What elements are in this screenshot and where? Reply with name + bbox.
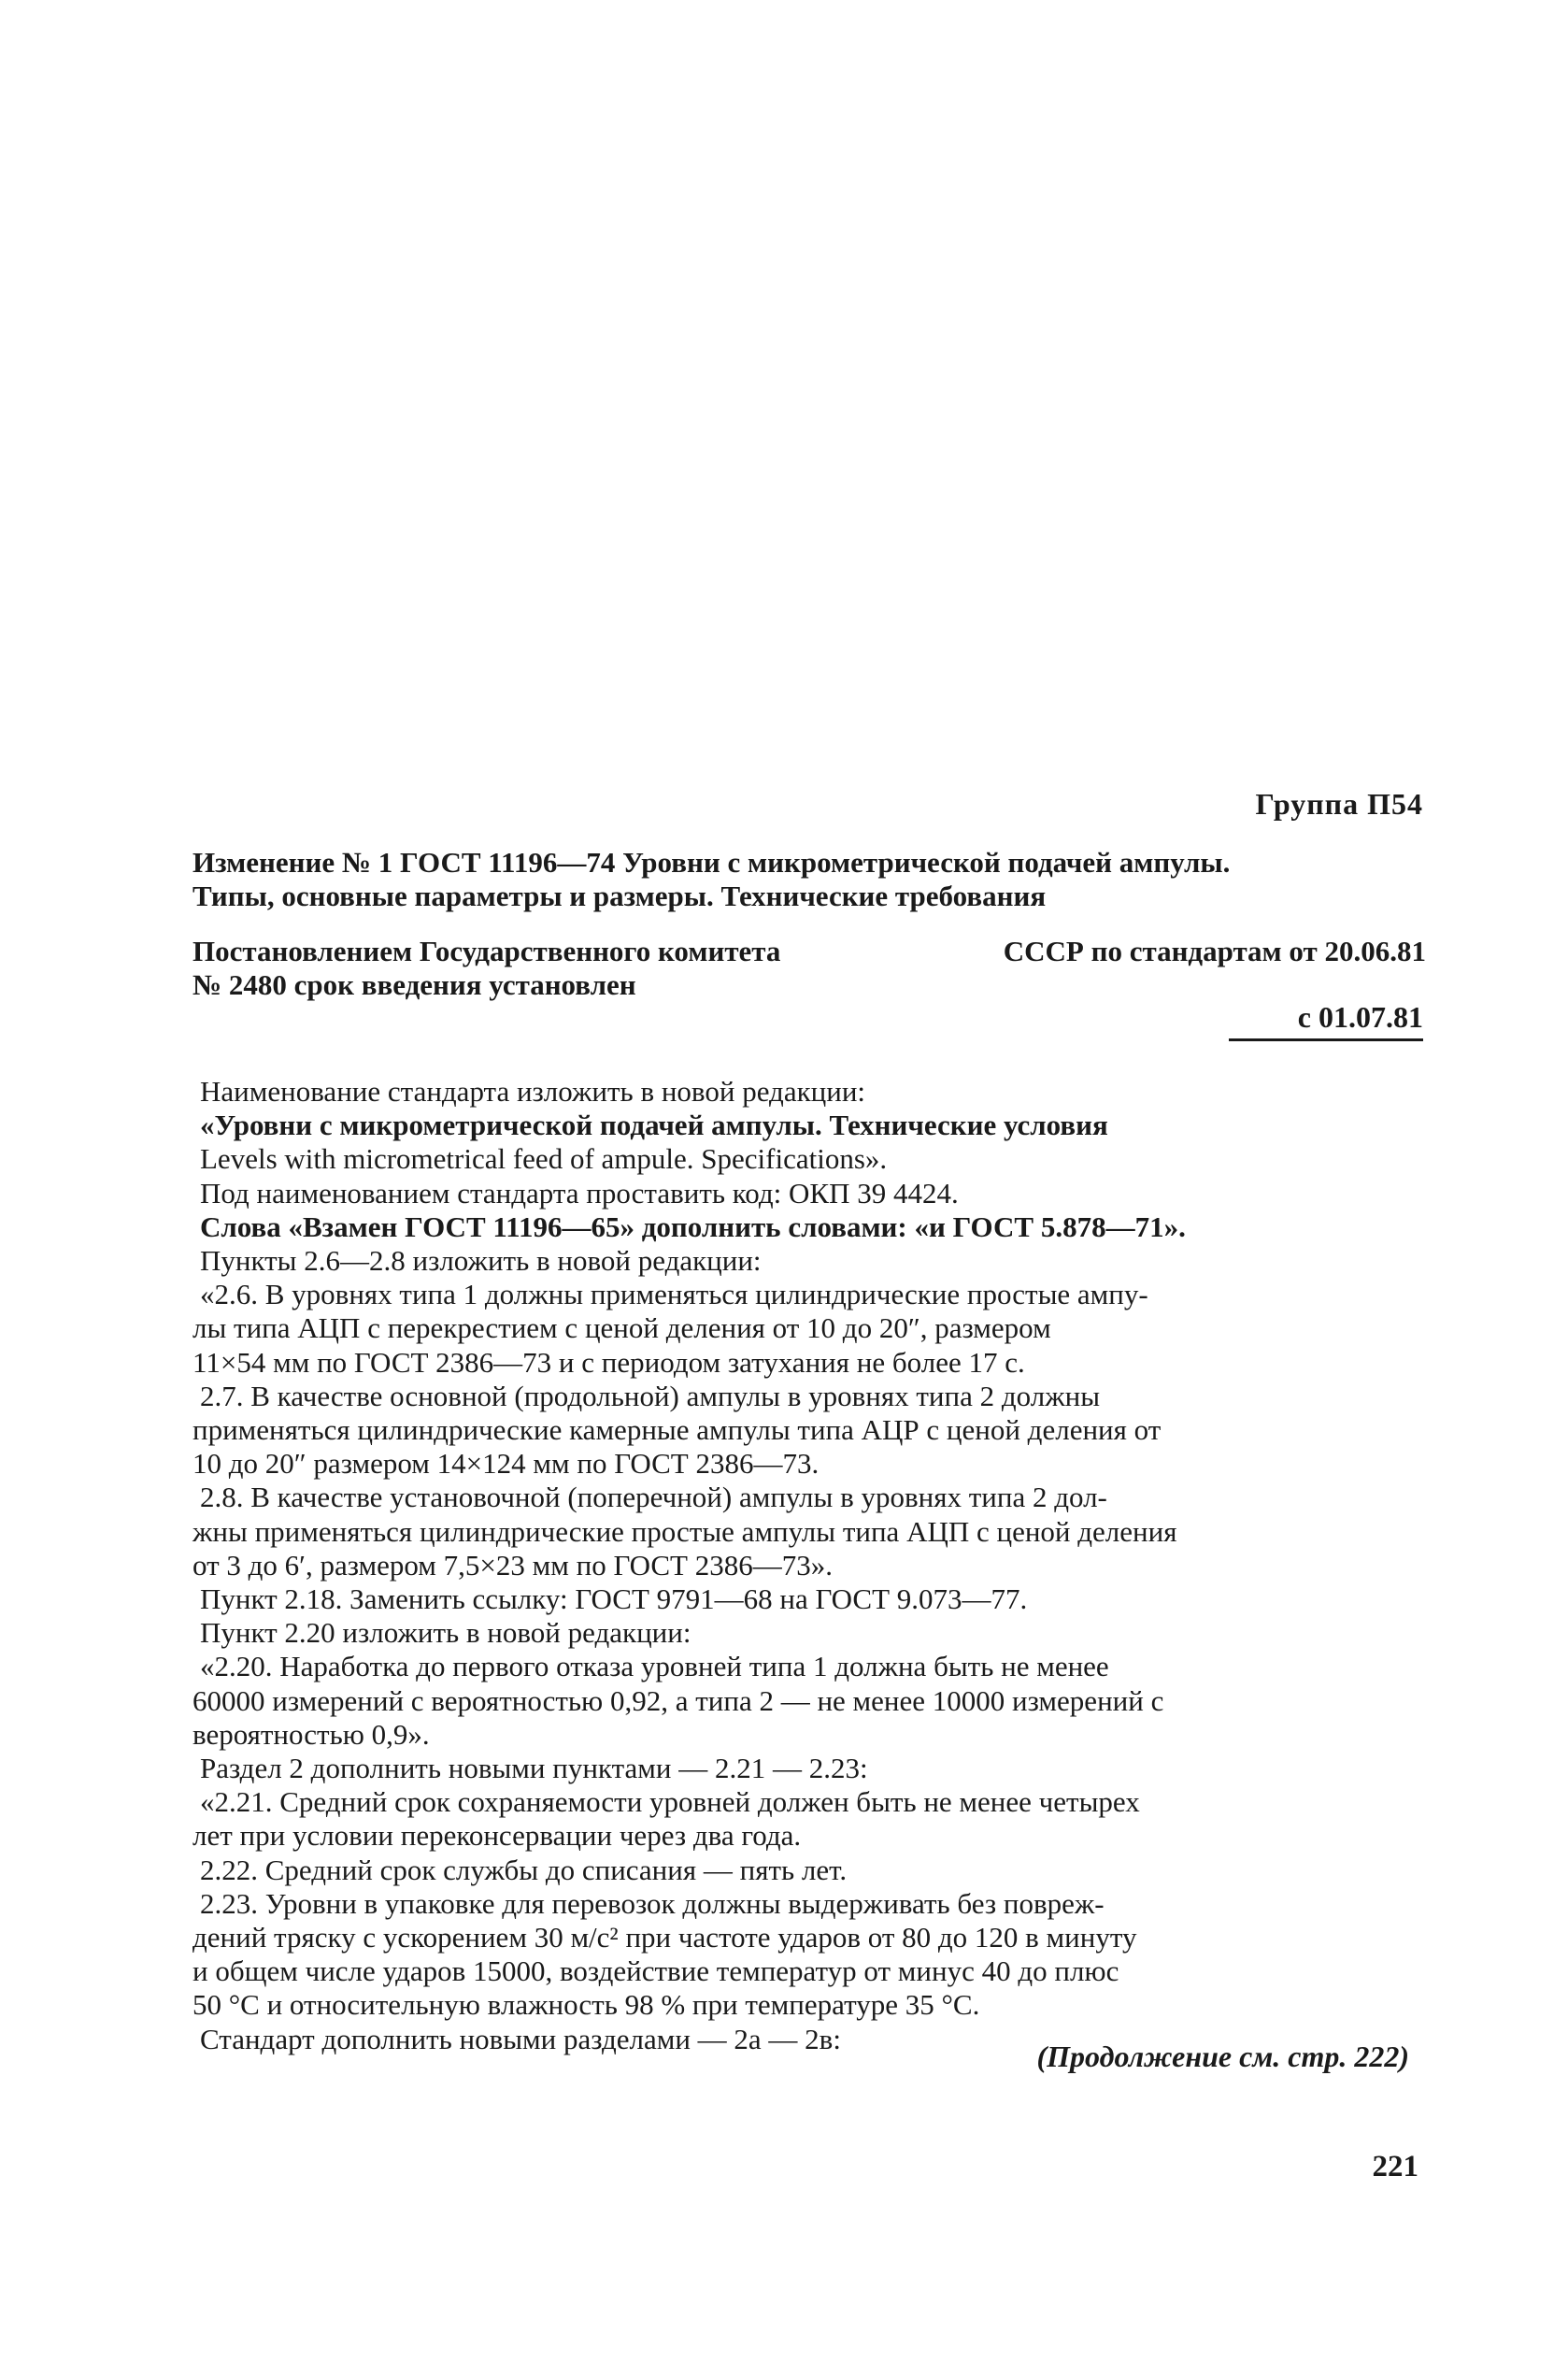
body-line: и общем числе ударов 15000, воздействие температур от минус 40 до плюс [192, 1954, 1119, 1988]
body-line: 11×54 мм по ГОСТ 2386—73 и с периодом затухания не более 17 с. [192, 1345, 1025, 1379]
body-line: Раздел 2 дополнить новыми пунктами — 2.21 — 2.23: [200, 1752, 868, 1785]
body-line: Пункт 2.20 изложить в новой редакции: [200, 1616, 691, 1650]
change-title [192, 846, 1426, 913]
body-line: от 3 до 6′, размером 7,5×23 мм по ГОСТ 2386—73». [192, 1548, 833, 1582]
body-line: «2.21. Средний срок сохраняемости уровней должен быть не менее четырех [200, 1785, 1140, 1819]
body-line: 50 °С и относительную влажность 98 % при температуре 35 °С. [192, 1988, 980, 2022]
body-line: Пункт 2.18. Заменить ссылку: ГОСТ 9791—68 на ГОСТ 9.073—77. [200, 1582, 1028, 1616]
body-line: «2.20. Наработка до первого отказа уровней типа 1 должна быть не менее [200, 1650, 1109, 1683]
body-line: 2.8. В качестве установочной (поперечной) ампулы в уровнях типа 2 дол- [200, 1481, 1107, 1514]
body-line: жны применяться цилиндрические простые ампулы типа АЦП с ценой деления [192, 1514, 1177, 1548]
group-code: Группа П54 [1255, 787, 1423, 821]
decree-block [192, 935, 1426, 1002]
body-line: Слова «Взамен ГОСТ 11196—65» дополнить словами: «и ГОСТ 5.878—71». [200, 1210, 1186, 1243]
body-line: 2.7. В качестве основной (продольной) ампулы в уровнях типа 2 должны [200, 1379, 1101, 1412]
body-line: Наименование стандарта изложить в новой редакции: [200, 1075, 866, 1108]
body-line: 2.22. Средний срок службы до списания — пять лет. [200, 1853, 848, 1886]
continuation-note: (Продолжение см. стр. 222) [1036, 2040, 1409, 2073]
body-line: Пункты 2.6—2.8 изложить в новой редакции: [200, 1244, 762, 1278]
effective-date: с 01.07.81 [1229, 1000, 1423, 1041]
body-line: Levels with micrometrical feed of ampule. Specifications». [200, 1142, 888, 1176]
page-number: 221 [1372, 2150, 1418, 2183]
body-line: 60000 измерений с вероятностью 0,92, а типа 2 — не менее 10000 измерений с [192, 1683, 1164, 1717]
body-line: лы типа АЦП с перекрестием с ценой деления от 10 до 20″, размером [192, 1311, 1051, 1345]
body-line: лет при условии переконсервации через два года. [192, 1819, 802, 1853]
body-line: вероятностью 0,9». [192, 1717, 430, 1751]
body-line: дений тряску с ускорением 30 м/с² при частоте ударов от 80 до 120 в минуту [192, 1921, 1137, 1954]
body-line: 2.23. Уровни в упаковке для перевозок должны выдерживать без повреж- [200, 1886, 1105, 1920]
body-line: Под наименованием стандарта проставить код: ОКП 39 4424. [200, 1176, 959, 1210]
decree-right: СССР по стандартам от 20.06.81 [1003, 935, 1426, 967]
body-line: «2.6. В уровнях типа 1 должны применяться цилиндрические простые ампу- [200, 1278, 1148, 1311]
body-line: применяться цилиндрические камерные ампулы типа АЦР с ценой деления от [192, 1413, 1162, 1447]
body-text [192, 1075, 1426, 2056]
body-line: 10 до 20″ размером 14×124 мм по ГОСТ 2386—73. [192, 1447, 820, 1481]
decree-left: Постановлением Государственного комитета [192, 935, 781, 967]
decree-line2: № 2480 срок введения установлен [192, 968, 636, 1001]
body-line: Стандарт дополнить новыми разделами — 2а — 2в: [200, 2022, 841, 2055]
change-title-line2: Типы, основные параметры и размеры. Технические требования [192, 880, 1047, 912]
change-title-line1: Изменение № 1 ГОСТ 11196—74 Уровни с микрометрической подачей ампулы. [192, 846, 1231, 879]
body-line: «Уровни с микрометрической подачей ампулы. Технические условия [200, 1109, 1108, 1142]
